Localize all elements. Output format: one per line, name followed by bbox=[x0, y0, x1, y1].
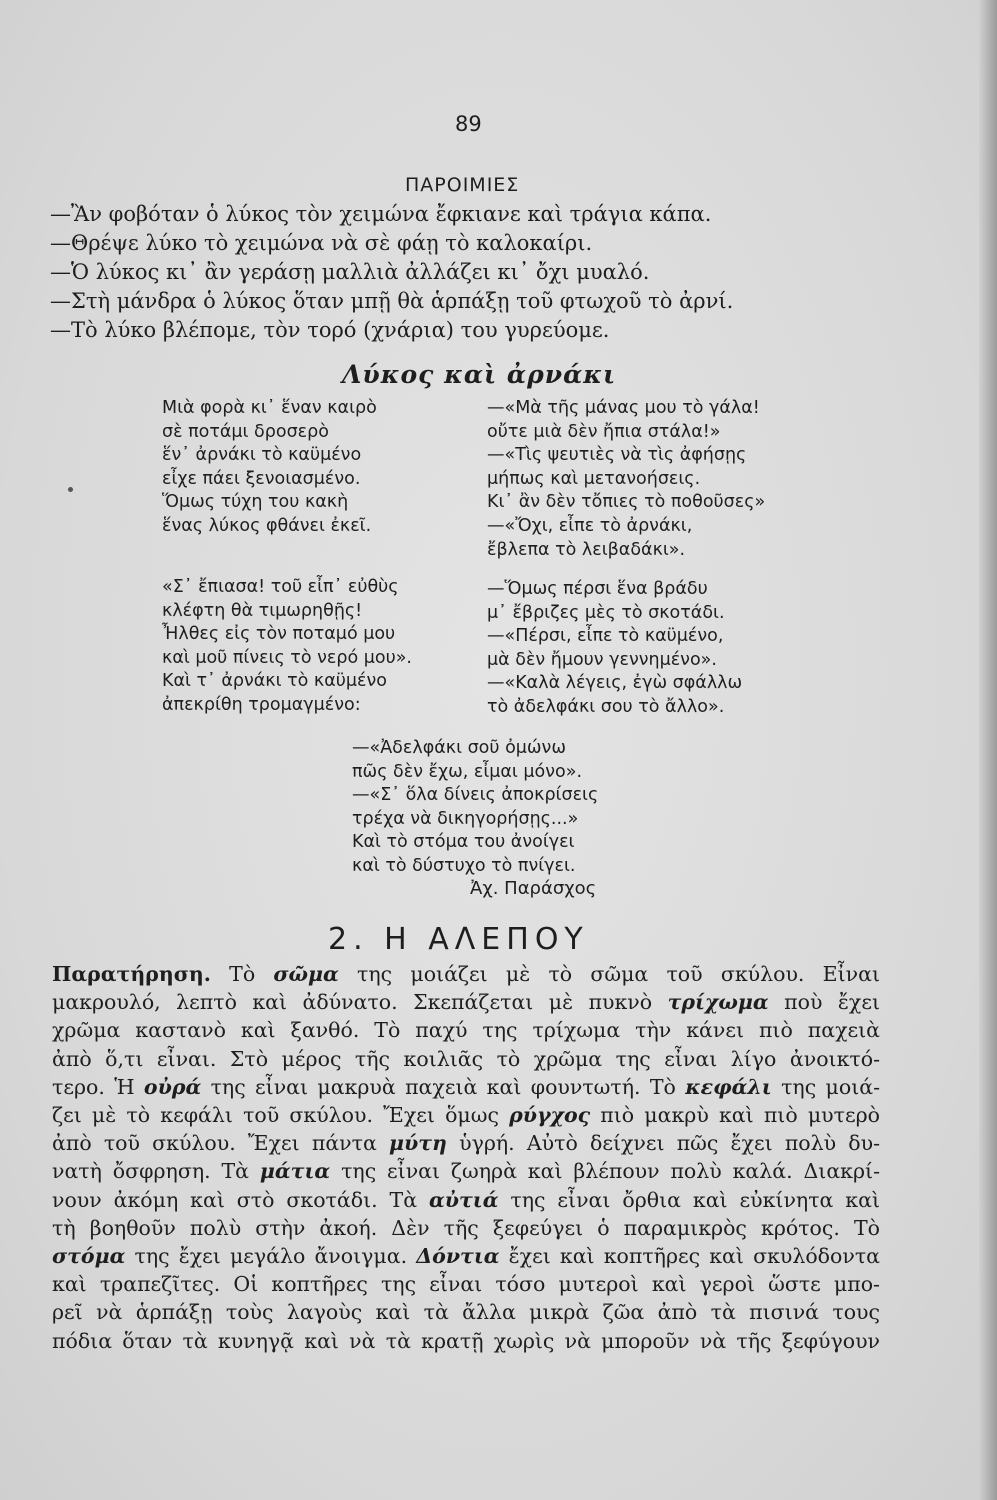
body-text-span: ζει μὲ τὸ κεφάλι τοῦ σκύλου. Ἔχει ὅμως bbox=[52, 1103, 510, 1128]
keyword: κεφάλι bbox=[685, 1074, 772, 1099]
body-line: τὴ βοηθοῦν πολὺ στὴν ἀκοή. Δὲν τῆς ξεφεύγει ὁ παραμικρὸς κρότος. Τὸ bbox=[52, 1215, 880, 1240]
body-text-span: ὑγρή. Αὐτὸ δείχνει πῶς ἔχει πολὺ δυ- bbox=[446, 1131, 880, 1156]
poem-line: —«Καλὰ λέγεις, ἐγὼ σφάλλω bbox=[487, 673, 743, 694]
body-line: ἀπὸ ὅ,τι εἶναι. Στὸ μέρος τῆς κοιλιᾶς τὸ χρῶμα της εἶναι λίγο ἀνοικτό- bbox=[52, 1046, 880, 1071]
keyword: μάτια bbox=[259, 1159, 331, 1184]
body-paragraph bbox=[52, 960, 880, 1355]
poem-line: —«Τὶς ψευτιὲς νὰ τὶς ἀφήσῃς bbox=[487, 445, 747, 466]
body-text-span: ἀπὸ τοῦ σκύλου. Ἔχει πάντα bbox=[52, 1131, 389, 1156]
poem-line: Ὅμως τύχη του κακὴ bbox=[162, 492, 349, 513]
poem-line: μ᾿ ἔβριζες μὲς τὸ σκοτάδι. bbox=[487, 602, 725, 623]
poem-line: —«Πέρσι, εἶπε τὸ καϋμένο, bbox=[487, 626, 724, 647]
poem-line: ἀπεκρίθη τρομαγμένο: bbox=[162, 694, 361, 715]
poem-line: «Σ᾿ ἔπιασα! τοῦ εἶπ᾿ εὐθὺς bbox=[162, 577, 399, 597]
poem-line: —«Σ᾿ ὅλα δίνεις ἀποκρίσεις bbox=[352, 785, 599, 806]
body-text-span: Τὸ bbox=[210, 962, 274, 986]
body-line bbox=[52, 988, 880, 1016]
poem-stanza-2 bbox=[162, 576, 412, 718]
poem-line: ἕν᾿ ἀρνάκι τὸ καϋμένο bbox=[162, 445, 362, 466]
poem-line: Ἦλθες εἰς τὸν ποταμό μου bbox=[162, 624, 396, 645]
body-line bbox=[52, 1101, 880, 1129]
poem-line: —«Ἀδελφάκι σοῦ ὀμώνω bbox=[352, 738, 566, 758]
body-text-span: της εἶναι μακρυὰ παχειὰ καὶ φουντωτή. Τὸ bbox=[201, 1074, 686, 1099]
proverb-line: —Θρέψε λύκο τὸ χειμώνα νὰ σὲ φάῃ τὸ καλοκαίρι. bbox=[50, 231, 593, 255]
proverbs-list bbox=[50, 200, 733, 345]
poem-line: —«Μὰ τῆς μάνας μου τὸ γάλα! bbox=[487, 398, 760, 418]
proverb-line: —Τὸ λύκο βλέπομε, τὸν τορό (χνάρια) του γυρεύομε. bbox=[50, 318, 610, 342]
body-text-span: ποὺ ἔχει bbox=[768, 990, 880, 1015]
poem-stanza-1 bbox=[162, 397, 377, 539]
poem-line: Κι᾿ ἂν δὲν τὄπιες τὸ ποθοῦσες» bbox=[487, 492, 766, 513]
poem-line: ἕνας λύκος φθάνει ἐκεῖ. bbox=[162, 515, 372, 536]
proverb-line: —Στὴ μάνδρα ὁ λύκος ὅταν μπῇ θὰ ἁρπάξῃ τοῦ φτωχοῦ τὸ ἀρνί. bbox=[50, 289, 734, 313]
body-text-span: ἔχει καὶ κοπτῆρες καὶ σκυλόδοντα bbox=[499, 1244, 881, 1269]
body-line: ρεῖ νὰ ἁρπάξῃ τοὺς λαγοὺς καὶ τὰ ἄλλα μικρὰ ζῶα ἀπὸ τὰ πισινά τους bbox=[52, 1300, 880, 1325]
poem-author: Ἀχ. Παράσχος bbox=[470, 878, 597, 899]
ink-speck bbox=[68, 487, 73, 492]
poem-stanza-5 bbox=[352, 737, 598, 879]
body-text-span: μακρουλό, λεπτὸ καὶ ἀδύνατο. Σκεπάζεται μὲ πυκνὸ bbox=[52, 990, 668, 1015]
keyword: στόμα bbox=[52, 1244, 126, 1269]
poem-line: σὲ ποτάμι δροσερὸ bbox=[162, 421, 329, 442]
poem-title: Λύκος καὶ ἀρνάκι bbox=[342, 360, 617, 389]
poem-stanza-4 bbox=[487, 578, 742, 720]
proverb-line: —Ὁ λύκος κι᾿ ἂν γεράσῃ μαλλιὰ ἀλλάζει κι᾿ ὄχι μυαλό. bbox=[50, 260, 650, 284]
poem-line: μήπως καὶ μετανοήσεις. bbox=[487, 468, 701, 489]
poem-line: Καὶ τ᾿ ἀρνάκι τὸ καϋμένο bbox=[162, 671, 387, 692]
poem-line: κλέφτη θὰ τιμωρηθῇς! bbox=[162, 600, 363, 621]
body-line bbox=[52, 1129, 880, 1157]
body-text-span: νατὴ ὄσφρηση. Τὰ bbox=[52, 1159, 260, 1184]
keyword: ρύγχος bbox=[509, 1103, 591, 1128]
proverb-line: —Ἂν φοβόταν ὁ λύκος τὸν χειμώνα ἔφκιανε καὶ τράγια κάπα. bbox=[50, 202, 712, 226]
poem-line: πῶς δὲν ἔχω, εἶμαι μόνο». bbox=[352, 761, 583, 782]
body-text-span: πιὸ μακρὺ καὶ πιὸ μυτερὸ bbox=[590, 1103, 880, 1128]
page-edge-shadow bbox=[979, 0, 997, 1500]
poem-line: εἶχε πάει ξενοιασμένο. bbox=[162, 468, 361, 489]
poem-line: —«Ὄχι, εἶπε τὸ ἀρνάκι, bbox=[487, 515, 693, 536]
body-text-span: τερο. Ἡ bbox=[52, 1074, 144, 1099]
body-text-span: της μοιά- bbox=[771, 1074, 880, 1099]
body-line: χρῶμα καστανὸ καὶ ξανθό. Τὸ παχύ της τρίχωμα τὴν κάνει πιὸ παχειὰ bbox=[52, 1018, 880, 1043]
body-line: καὶ τραπεζῖτες. Οἱ κοπτῆρες της εἶναι τόσο μυτεροὶ καὶ γεροὶ ὥστε μπο- bbox=[52, 1272, 880, 1297]
poem-stanza-3 bbox=[487, 397, 765, 562]
poem-line: μὰ δὲν ἤμουν γεννημένο». bbox=[487, 649, 717, 670]
poem-line: Καὶ τὸ στόμα του ἀνοίγει bbox=[352, 832, 575, 853]
body-line bbox=[52, 1073, 880, 1101]
keyword: τρίχωμα bbox=[667, 990, 769, 1015]
poem-line: ἔβλεπα τὸ λειβαδάκι». bbox=[487, 539, 686, 560]
section-title: 2. Η ΑΛΕΠΟΥ bbox=[328, 922, 589, 957]
keyword: αὐτιά bbox=[428, 1187, 499, 1212]
proverbs-heading: ΠΑΡΟΙΜΙΕΣ bbox=[405, 174, 520, 196]
body-line bbox=[52, 1242, 880, 1270]
body-text-span: της εἶναι ὄρθια καὶ εὐκίνητα καὶ bbox=[498, 1187, 880, 1212]
body-text-span: νουν ἀκόμη καὶ στὸ σκοτάδι. Τὰ bbox=[52, 1187, 429, 1212]
page-number: 89 bbox=[455, 112, 482, 136]
poem-line: Μιὰ φορὰ κι᾿ ἕναν καιρὸ bbox=[162, 398, 377, 418]
poem-line: καὶ μοῦ πίνεις τὸ νερό μου». bbox=[162, 647, 412, 668]
body-line: πόδια ὅταν τὰ κυνηγᾷ καὶ νὰ τὰ κρατῇ χωρὶς νὰ μποροῦν νὰ τῆς ξεφύγουν bbox=[52, 1328, 880, 1353]
body-text-span: της μοιάζει μὲ τὸ σῶμα τοῦ σκύλου. Εἶναι bbox=[338, 962, 880, 986]
keyword: μύτη bbox=[389, 1131, 447, 1156]
poem-line: οὔτε μιὰ δὲν ἤπια στάλα!» bbox=[487, 421, 721, 442]
body-text-span: της ἔχει μεγάλο ἄνοιγμα. bbox=[125, 1244, 417, 1269]
body-line bbox=[52, 1186, 880, 1214]
observation-label: Παρατήρηση. bbox=[52, 962, 211, 986]
poem-line: τρέχα νὰ δικηγορήσῃς...» bbox=[352, 808, 579, 829]
poem-line: καὶ τὸ δύστυχο τὸ πνίγει. bbox=[352, 855, 576, 876]
body-line bbox=[52, 960, 880, 988]
body-text-span: της εἶναι ζωηρὰ καὶ βλέπουν πολὺ καλά. Διακρί- bbox=[330, 1159, 881, 1184]
poem-line: τὸ ἀδελφάκι σου τὸ ἄλλο». bbox=[487, 696, 725, 717]
keyword: σῶμα bbox=[273, 962, 339, 986]
poem-line: —Ὅμως πέρσι ἕνα βράδυ bbox=[487, 579, 708, 599]
body-line bbox=[52, 1157, 880, 1185]
keyword: Δόντια bbox=[416, 1244, 500, 1269]
keyword: οὐρά bbox=[143, 1074, 202, 1099]
